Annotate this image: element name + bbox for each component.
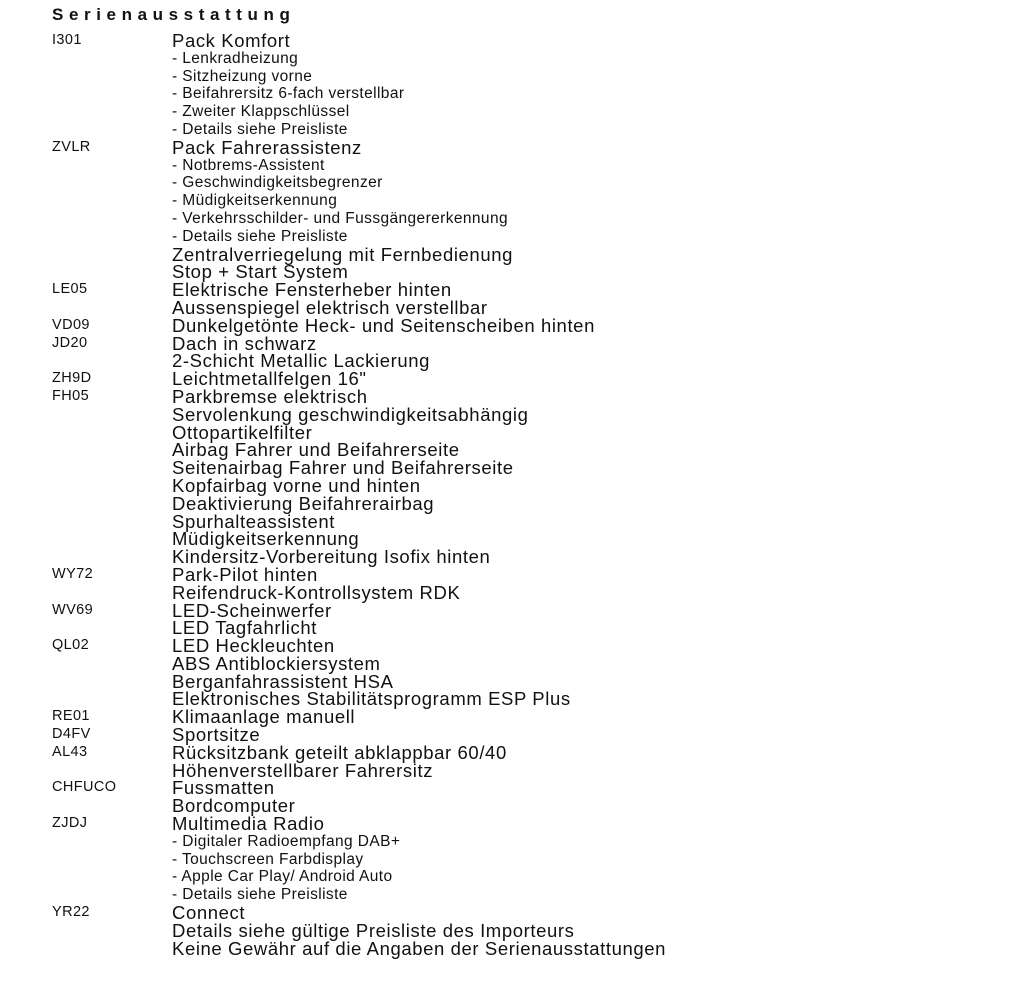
equipment-subitem bbox=[52, 833, 1012, 851]
option-code: FH05 bbox=[52, 387, 90, 404]
item-description: LED Tagfahrlicht bbox=[172, 617, 317, 639]
item-description: ABS Antiblockiersystem bbox=[172, 652, 381, 674]
item-description: Fussmatten bbox=[172, 777, 275, 799]
equipment-item bbox=[52, 403, 1012, 425]
item-description: Rücksitzbank geteilt abklappbar 60/40 bbox=[172, 741, 507, 763]
item-description: Multimedia Radio bbox=[172, 813, 325, 835]
item-description: Bordcomputer bbox=[172, 795, 296, 817]
option-code: LE05 bbox=[52, 281, 88, 298]
subitem-description: - Touchscreen Farbdisplay bbox=[172, 850, 364, 868]
option-code: WY72 bbox=[52, 565, 94, 582]
item-description: LED-Scheinwerfer bbox=[172, 599, 332, 621]
subitem-description: - Digitaler Radioempfang DAB+ bbox=[172, 832, 401, 850]
option-code: AL43 bbox=[52, 743, 88, 760]
item-description: Höhenverstellbarer Fahrersitz bbox=[172, 759, 434, 781]
equipment-subitem bbox=[52, 174, 1012, 192]
item-description: Dach in schwarz bbox=[172, 332, 317, 354]
subitem-description: - Sitzheizung vorne bbox=[172, 67, 313, 85]
item-description: Klimaanlage manuell bbox=[172, 706, 356, 728]
equipment-subitem bbox=[52, 868, 1012, 886]
option-code: I301 bbox=[52, 32, 82, 48]
equipment-item bbox=[52, 581, 1012, 603]
item-description: Connect bbox=[172, 902, 246, 924]
option-code: D4FV bbox=[52, 726, 91, 743]
option-code: VD09 bbox=[52, 316, 90, 333]
equipment-document bbox=[52, 4, 1012, 957]
equipment-item bbox=[52, 937, 1012, 959]
subitem-description: - Details siehe Preisliste bbox=[172, 120, 348, 138]
item-description: Spurhalteassistent bbox=[172, 510, 336, 532]
item-description: Ottopartikelfilter bbox=[172, 421, 313, 443]
item-description: Elektrische Fensterheber hinten bbox=[172, 279, 452, 301]
item-description: Park-Pilot hinten bbox=[172, 563, 318, 585]
item-description: Leichtmetallfelgen 16" bbox=[172, 368, 367, 390]
equipment-subitem bbox=[52, 192, 1012, 210]
item-description: Deaktivierung Beifahrerairbag bbox=[172, 492, 435, 514]
equipment-subitem bbox=[52, 228, 1012, 246]
equipment-list bbox=[52, 32, 1012, 957]
option-code: ZVLR bbox=[52, 138, 91, 155]
subitem-description: - Geschwindigkeitsbegrenzer bbox=[172, 174, 383, 192]
equipment-item bbox=[52, 32, 1012, 50]
document-title: Serienausstattung bbox=[52, 5, 296, 24]
item-description: LED Heckleuchten bbox=[172, 635, 335, 657]
subitem-description: - Apple Car Play/ Android Auto bbox=[172, 868, 393, 886]
subitem-description: - Zweiter Klappschlüssel bbox=[172, 103, 350, 121]
item-description: Kopfairbag vorne und hinten bbox=[172, 474, 421, 496]
item-description: Stop + Start System bbox=[172, 261, 349, 283]
item-description: Aussenspiegel elektrisch verstellbar bbox=[172, 296, 488, 318]
equipment-subitem bbox=[52, 85, 1012, 103]
option-code: QL02 bbox=[52, 637, 90, 654]
item-description: Airbag Fahrer und Beifahrerseite bbox=[172, 439, 460, 461]
item-description: Elektronisches Stabilitätsprogramm ESP Plus bbox=[172, 688, 571, 710]
option-code: JD20 bbox=[52, 334, 88, 351]
option-code: CHFUCO bbox=[52, 779, 117, 796]
equipment-subitem bbox=[52, 50, 1012, 68]
subitem-description: - Notbrems-Assistent bbox=[172, 156, 325, 174]
item-description: Dunkelgetönte Heck- und Seitenscheiben hinten bbox=[172, 314, 595, 336]
item-description: Berganfahrassistent HSA bbox=[172, 670, 394, 692]
equipment-item bbox=[52, 492, 1012, 514]
subitem-description: - Beifahrersitz 6-fach verstellbar bbox=[172, 85, 405, 103]
option-code: WV69 bbox=[52, 601, 94, 618]
option-code: ZH9D bbox=[52, 370, 92, 387]
equipment-subitem bbox=[52, 851, 1012, 869]
item-description: Parkbremse elektrisch bbox=[172, 385, 368, 407]
item-description: Zentralverriegelung mit Fernbedienung bbox=[172, 243, 513, 265]
equipment-item bbox=[52, 741, 1012, 763]
subitem-description: - Müdigkeitserkennung bbox=[172, 192, 338, 210]
subitem-description: - Verkehrsschilder- und Fussgängererkennung bbox=[172, 209, 508, 227]
item-description: Pack Fahrerassistenz bbox=[172, 136, 362, 158]
item-description: Pack Komfort bbox=[172, 30, 291, 51]
item-description: Servolenkung geschwindigkeitsabhängig bbox=[172, 403, 529, 425]
item-description: Reifendruck-Kontrollsystem RDK bbox=[172, 581, 461, 603]
equipment-subitem bbox=[52, 157, 1012, 175]
item-description: 2-Schicht Metallic Lackierung bbox=[172, 350, 431, 372]
equipment-subitem bbox=[52, 210, 1012, 228]
equipment-item bbox=[52, 314, 1012, 336]
item-description: Kindersitz-Vorbereitung Isofix hinten bbox=[172, 546, 491, 568]
option-code: RE01 bbox=[52, 708, 90, 725]
option-code: ZJDJ bbox=[52, 815, 88, 832]
equipment-item bbox=[52, 919, 1012, 941]
subitem-description: - Lenkradheizung bbox=[172, 49, 299, 67]
item-description: Müdigkeitserkennung bbox=[172, 528, 360, 550]
subitem-description: - Details siehe Preisliste bbox=[172, 886, 348, 904]
equipment-subitem bbox=[52, 68, 1012, 86]
equipment-item bbox=[52, 136, 1012, 158]
subitem-description: - Details siehe Preisliste bbox=[172, 227, 348, 245]
option-code: YR22 bbox=[52, 904, 90, 921]
item-description: Keine Gewähr auf die Angaben der Serienausstattungen bbox=[172, 937, 667, 959]
item-description: Details siehe gültige Preisliste des Importeurs bbox=[172, 919, 575, 941]
item-description: Sportsitze bbox=[172, 724, 261, 746]
item-description: Seitenairbag Fahrer und Beifahrerseite bbox=[172, 457, 514, 479]
equipment-item bbox=[52, 815, 1012, 833]
equipment-subitem bbox=[52, 103, 1012, 121]
